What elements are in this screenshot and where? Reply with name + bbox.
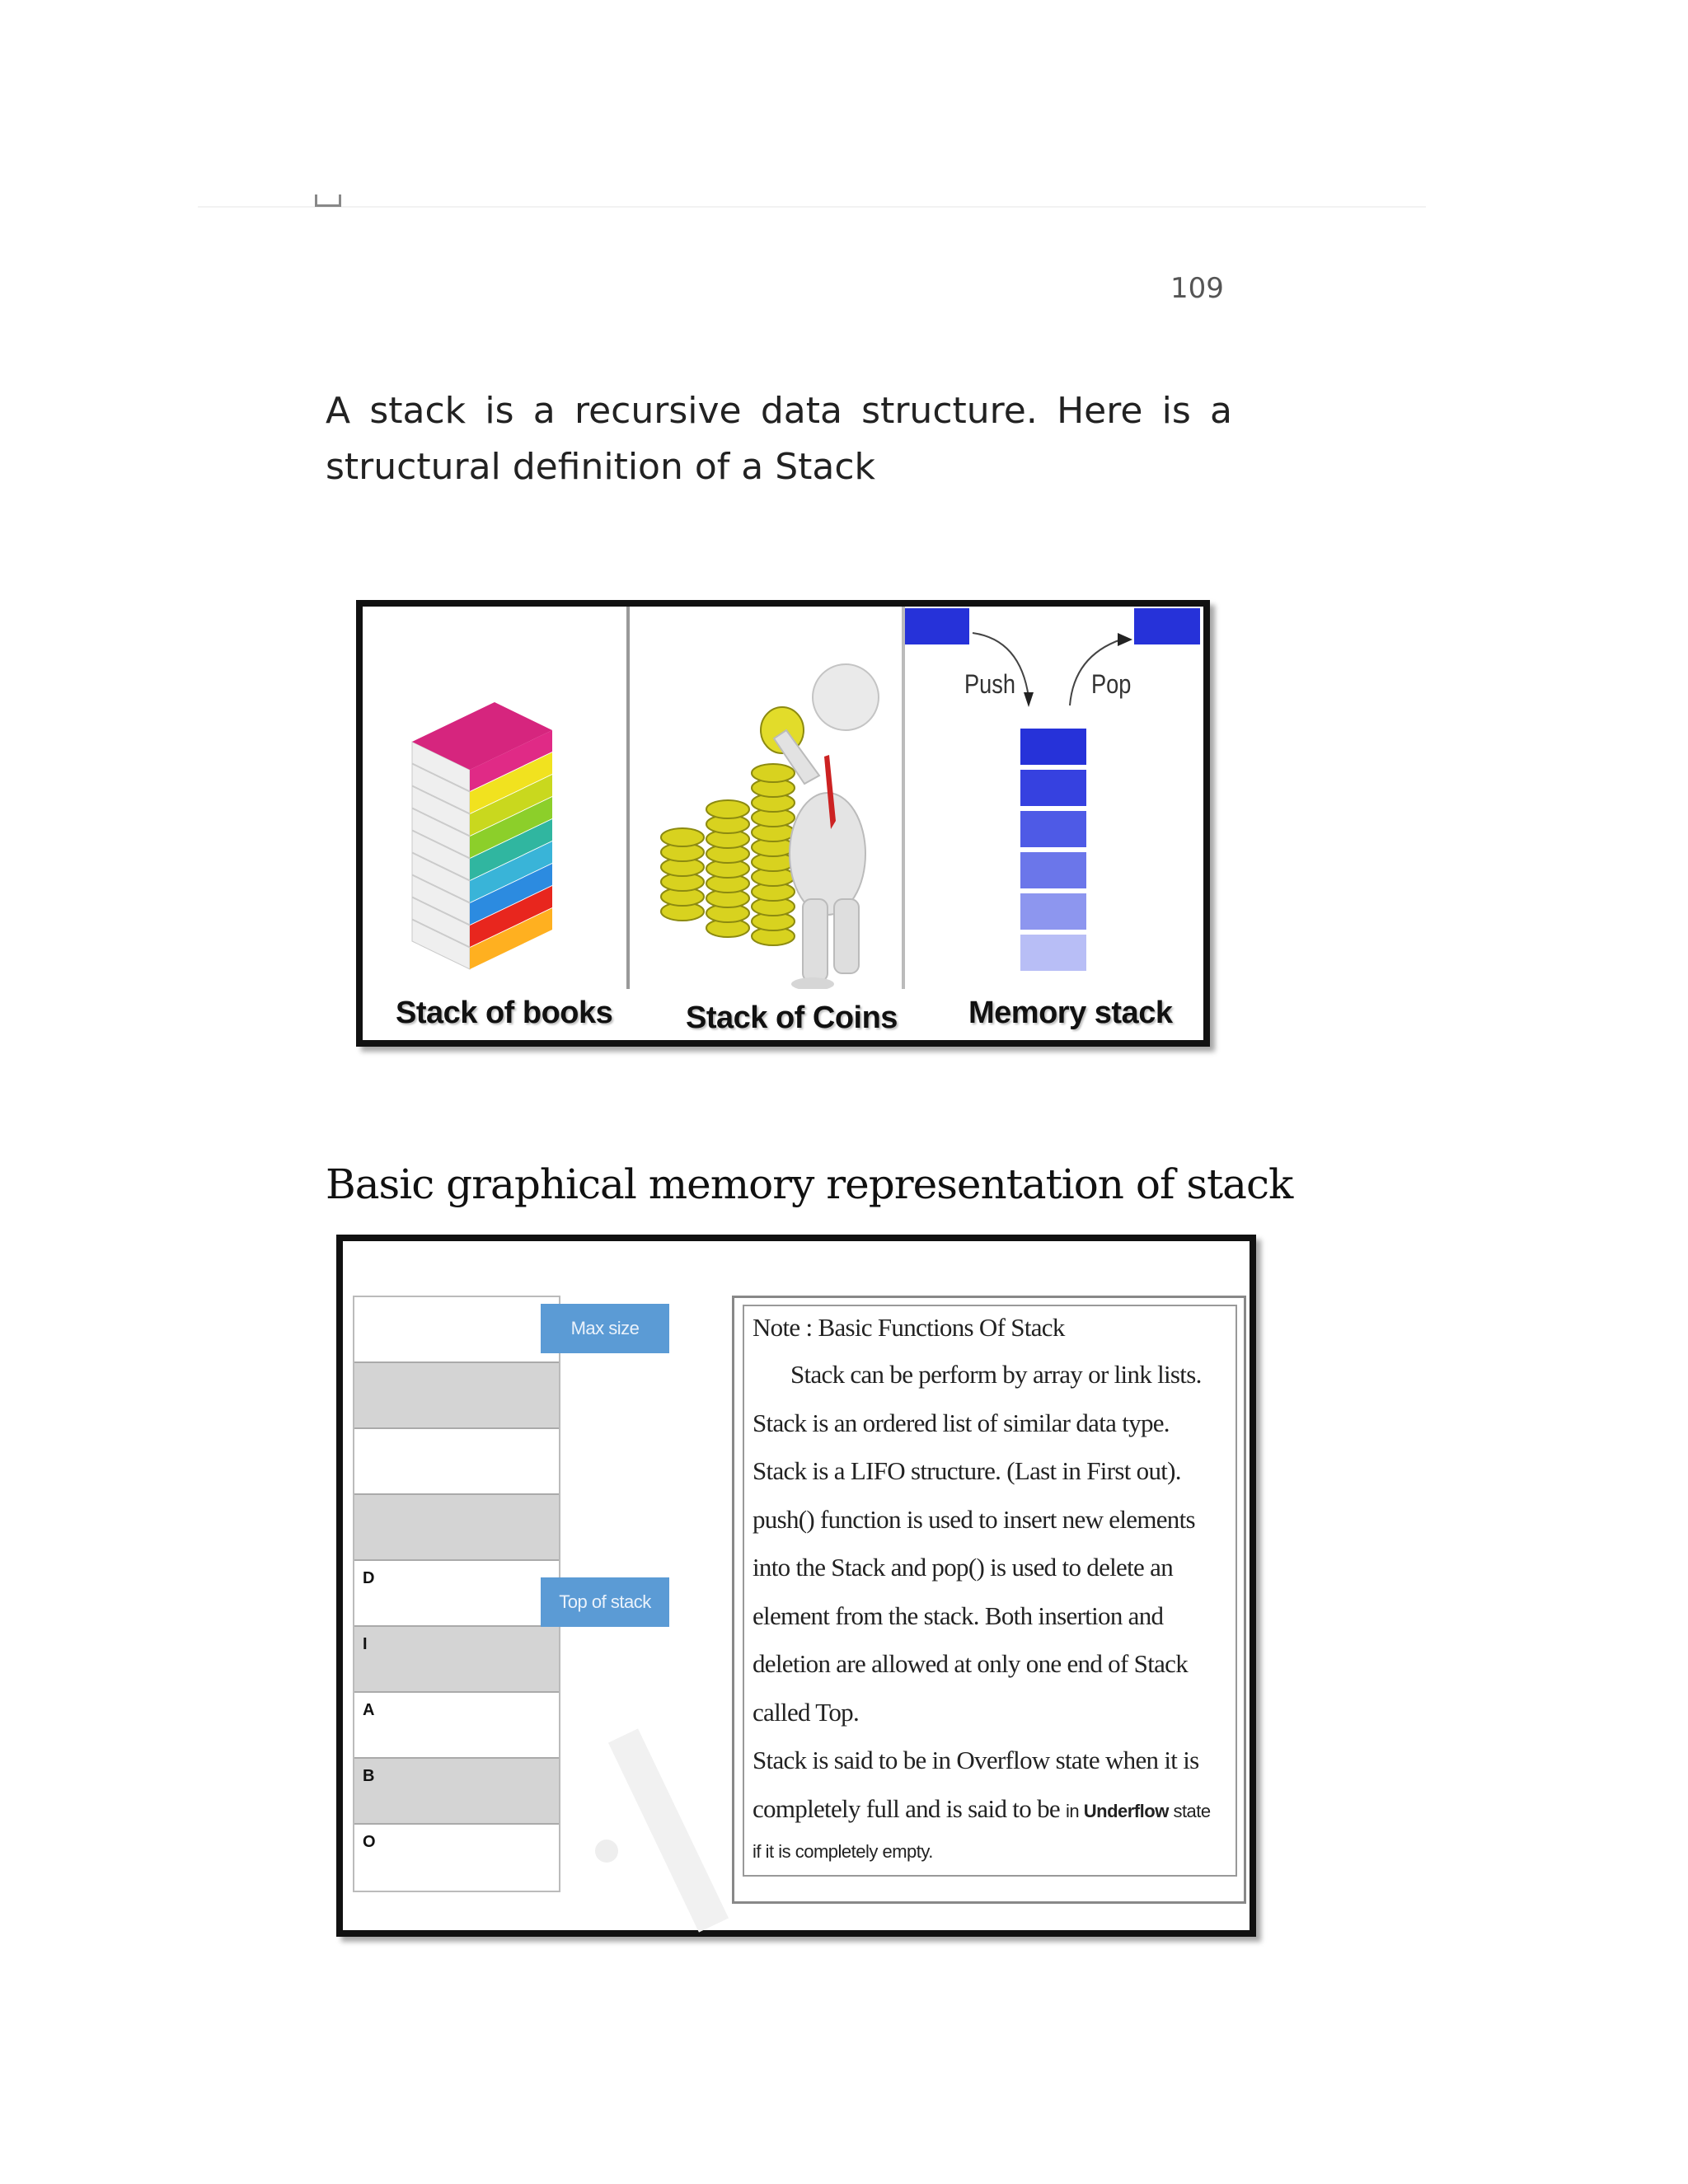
- stack-cell: B: [354, 1759, 559, 1825]
- stack-of-coins-illustration: [630, 607, 902, 989]
- stack-of-books-illustration: [363, 607, 626, 989]
- figure2-title: Basic graphical memory representation of stack: [326, 1160, 1293, 1208]
- push-block: [905, 608, 969, 644]
- note-line: element from the stack. Both insertion and: [753, 1601, 1164, 1630]
- stack-cell: [354, 1363, 559, 1429]
- memory-cell: [1020, 893, 1086, 930]
- note-line: Stack is said to be in Overflow state when it is: [753, 1746, 1199, 1774]
- pop-block: [1134, 608, 1200, 644]
- note-line: deletion are allowed at only one end of Stack: [753, 1649, 1189, 1678]
- intro-paragraph: A stack is a recursive data structure. Here is a structural definition of a Stack: [326, 390, 1232, 488]
- stack-examples-figure: [356, 600, 1210, 1047]
- push-label: Push: [964, 669, 1015, 699]
- top-of-stack-tag: Top of stack: [541, 1577, 669, 1627]
- caption-stack-of-coins: Stack of Coins: [686, 1001, 898, 1035]
- stack-cell: [354, 1297, 559, 1363]
- stack-cell: [354, 1429, 559, 1495]
- memory-cell: [1020, 852, 1086, 888]
- coin: [661, 828, 704, 846]
- watermark: [590, 1719, 738, 1933]
- stack-cell: O: [363, 1833, 376, 1851]
- memory-cell: [1020, 811, 1086, 847]
- note-line: if it is completely empty.: [753, 1841, 933, 1862]
- header-rule: [198, 206, 1426, 208]
- max-size-tag: Max size: [541, 1304, 669, 1353]
- coins-panel: [630, 607, 905, 989]
- stack-cell: D: [354, 1561, 559, 1627]
- memory-representation-figure: [336, 1235, 1256, 1937]
- memory-cell: [1020, 770, 1086, 806]
- pop-label: Pop: [1091, 669, 1132, 699]
- page-number: 109: [1170, 272, 1224, 305]
- note-line: push() function is used to insert new elements: [753, 1504, 1195, 1534]
- caption-memory-stack: Memory stack: [968, 996, 1173, 1030]
- note-line: Stack is an ordered list of similar data type.: [753, 1408, 1170, 1437]
- stack-memory-table: [353, 1296, 560, 1892]
- memory-panel: [905, 607, 1203, 989]
- coin: [752, 764, 795, 782]
- coin: [706, 800, 749, 818]
- note-line: Stack is a LIFO structure. (Last in First out).: [753, 1456, 1181, 1485]
- stack-cell: [354, 1495, 559, 1561]
- text-boundary-mark: [315, 194, 341, 207]
- note-box: [732, 1296, 1246, 1904]
- note-line: into the Stack and pop() is used to delete an: [753, 1553, 1174, 1582]
- stack-cell: A: [354, 1693, 559, 1759]
- note-line: completely full and is said to be in Underflow state: [753, 1793, 1211, 1823]
- caption-stack-of-books: Stack of books: [396, 996, 613, 1030]
- note-heading: Note : Basic Functions Of Stack: [753, 1313, 1065, 1342]
- memory-cell: [1020, 729, 1086, 765]
- books-panel: [363, 607, 630, 989]
- memory-stack-illustration: [905, 607, 1203, 989]
- stack-cell: I: [354, 1627, 559, 1693]
- note-line: called Top.: [753, 1697, 860, 1727]
- memory-cell: [1020, 935, 1086, 971]
- note-content: [743, 1305, 1237, 1877]
- note-line: Stack can be perform by array or link lists.: [790, 1360, 1202, 1389]
